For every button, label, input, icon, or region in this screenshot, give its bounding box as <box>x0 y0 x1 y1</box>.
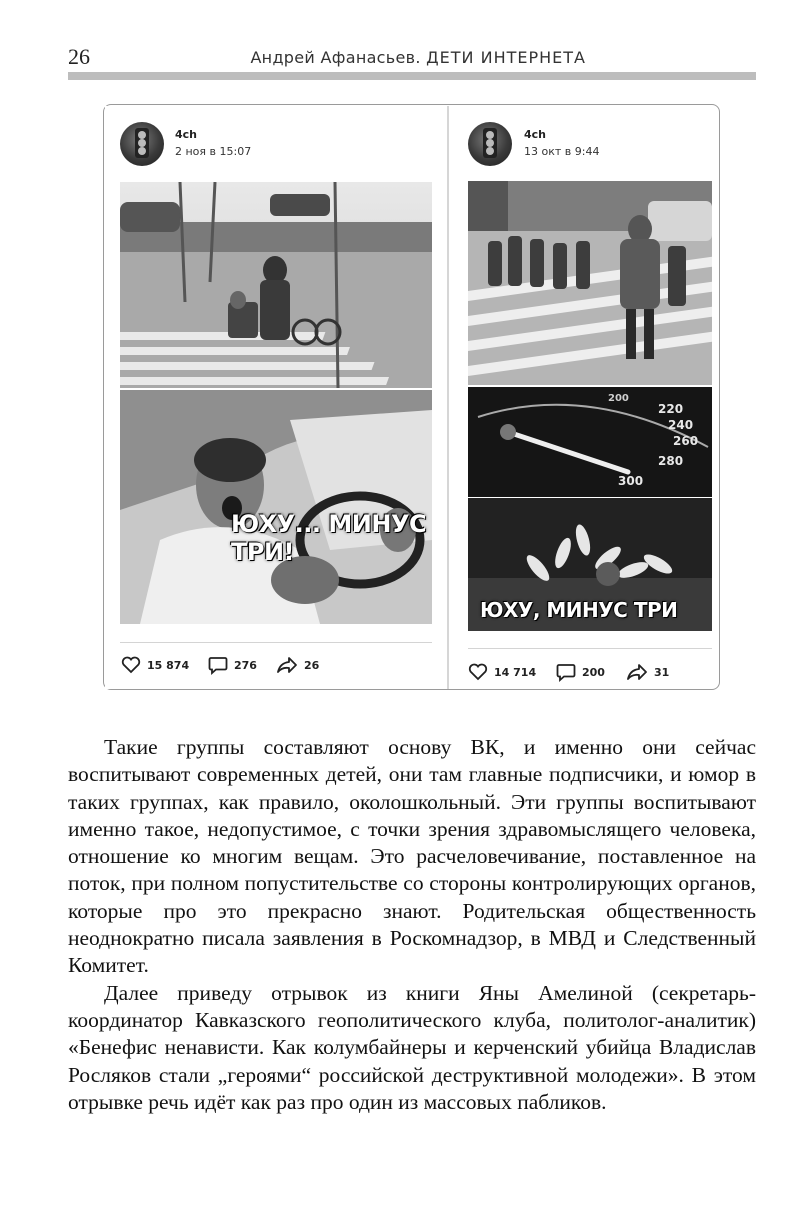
post-photo-crosswalk[interactable] <box>120 182 432 388</box>
post-divider <box>447 106 449 689</box>
like-count: 14 714 <box>494 665 537 679</box>
speedometer-label: 200 <box>608 393 629 404</box>
author-name: Андрей Афанасьев. <box>250 48 421 67</box>
share-icon <box>276 656 298 674</box>
speedometer-label: 300 <box>618 474 644 488</box>
post-photo-bowling[interactable] <box>468 498 712 631</box>
running-header <box>68 44 756 72</box>
meme-caption: ЮХУ, МИНУС ТРИ <box>480 598 678 622</box>
comment-icon <box>556 663 576 682</box>
speedometer-label: 280 <box>658 454 684 468</box>
share-button[interactable] <box>626 663 669 681</box>
paragraph: Далее приведу отрывок из книги Яны Амелиной (секретарь-координатор Кавказского геополитического клуба, политолог-аналитик) «Бенефис ненависти. Как колумбайнеры и керченский убийца Владислав Росляков стали „героями“ российской деструктивной молодежи». В этом отрывке речь идёт как раз про один из массовых пабликов. <box>68 980 756 1114</box>
group-name[interactable]: 4ch <box>524 128 547 141</box>
post-photo-driver[interactable] <box>120 390 432 624</box>
post-date[interactable]: 2 ноя в 15:07 <box>175 145 252 158</box>
header-rule <box>68 72 756 80</box>
speedometer-label: 260 <box>673 434 699 448</box>
body-text <box>68 734 756 1116</box>
comment-count: 276 <box>234 659 257 672</box>
speedometer-label: 220 <box>658 402 684 416</box>
action-bar-rule <box>468 648 712 649</box>
post-photo-speedometer[interactable] <box>468 387 712 497</box>
post-photo-children-crossing[interactable] <box>468 181 712 385</box>
comment-count: 200 <box>582 666 605 679</box>
speedometer-label: 240 <box>668 418 694 432</box>
meme-caption: ЮХУ... МИНУС ТРИ! <box>231 510 427 566</box>
share-count: 26 <box>304 658 320 672</box>
like-button[interactable] <box>468 663 536 681</box>
comment-button[interactable] <box>556 663 605 682</box>
share-icon <box>626 663 648 681</box>
like-button[interactable] <box>121 656 189 674</box>
comment-icon <box>208 656 228 675</box>
heart-icon <box>121 656 141 674</box>
running-title <box>250 48 586 67</box>
comment-button[interactable] <box>208 656 257 675</box>
share-button[interactable] <box>276 656 319 674</box>
book-title: ДЕТИ ИНТЕРНЕТА <box>426 48 586 67</box>
paragraph: Такие группы составляют основу ВК, и именно они сейчас воспитывают современных детей, они там главные подписчики, и юмор в таких группах, как правило, околошкольный. Эти группы воспитывают именно такое, недопустимое, с точки зрения здравомыслящего человека, отношение ко многим вещам. Это расчеловечивание, поставленное на поток, при полном попустительстве со стороны контролирующих органов, которые про это прекрасно знают. Родительская общественность неоднократно писала заявления в Роскомнадзор, в МВД и Следственный Комитет. <box>68 735 756 978</box>
page-number: 26 <box>68 44 90 69</box>
share-count: 31 <box>654 665 670 679</box>
group-name[interactable]: 4ch <box>175 128 198 141</box>
post-date[interactable]: 13 окт в 9:44 <box>524 145 600 158</box>
action-bar-rule <box>120 642 432 643</box>
heart-icon <box>468 663 488 681</box>
like-count: 15 874 <box>147 658 190 672</box>
group-avatar[interactable] <box>120 122 164 166</box>
group-avatar[interactable] <box>468 122 512 166</box>
